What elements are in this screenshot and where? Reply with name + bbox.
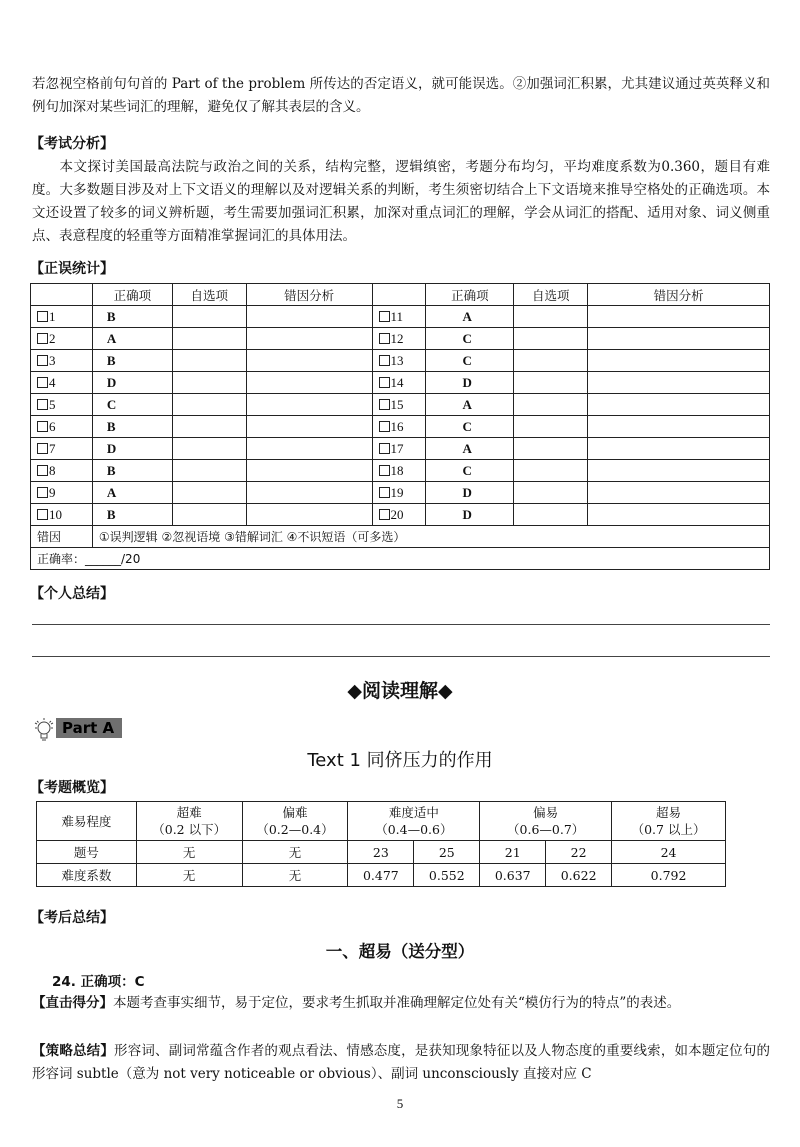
question-number: 11 (390, 308, 404, 324)
col-analysis: 错因分析 (588, 284, 770, 306)
question-number-cell (372, 306, 426, 328)
stats-row (31, 350, 770, 372)
chosen-answer-cell (514, 372, 588, 394)
qnum-cell: 23 (348, 841, 414, 864)
difficulty-label: 难易程度 (37, 802, 137, 841)
coef-cell: 0.552 (414, 864, 480, 887)
chosen-answer-cell (514, 306, 588, 328)
chosen-answer-cell (172, 306, 246, 328)
section-heading: 一、超易（送分型） (325, 942, 475, 961)
checkbox-icon[interactable] (379, 465, 390, 476)
stats-row (31, 394, 770, 416)
question-number: 2 (49, 330, 56, 346)
question-number-cell (31, 438, 93, 460)
qnum-cell: 24 (612, 841, 726, 864)
accuracy (31, 548, 770, 570)
question-number-cell (372, 438, 426, 460)
chosen-answer-cell (514, 350, 588, 372)
checkbox-icon[interactable] (37, 443, 48, 454)
overview-heading: 【考题概览】 (30, 780, 114, 796)
coef-cell: 0.637 (480, 864, 546, 887)
checkbox-icon[interactable] (37, 311, 48, 322)
error-analysis-cell (588, 350, 770, 372)
error-analysis-cell (588, 504, 770, 526)
level-name: 偏易 (533, 805, 559, 820)
question-number: 9 (49, 484, 56, 500)
question-number-cell (31, 394, 93, 416)
question-number-cell (31, 328, 93, 350)
question-number: 13 (390, 352, 404, 368)
coef-cell: 无 (242, 864, 348, 887)
difficulty-row (37, 802, 726, 841)
checkbox-icon[interactable] (37, 421, 48, 432)
question-number-cell (372, 394, 426, 416)
correct-answer: C (92, 394, 172, 416)
level-range: （0.7 以上） (631, 822, 706, 837)
stats-row (31, 460, 770, 482)
stats-row (31, 504, 770, 526)
level-name: 超难 (176, 805, 202, 820)
error-analysis-cell (588, 416, 770, 438)
level-name: 偏难 (282, 805, 308, 820)
error-analysis-cell (246, 416, 372, 438)
stats-row (31, 306, 770, 328)
chosen-answer-cell (514, 504, 588, 526)
checkbox-icon[interactable] (379, 509, 390, 520)
qnum-cell: 无 (136, 841, 242, 864)
qnum-label: 题号 (37, 841, 137, 864)
question-number: 16 (390, 418, 404, 434)
chosen-answer-cell (514, 460, 588, 482)
exam-analysis-text: 本文探讨美国最高法院与政治之间的关系，结构完整，逻辑缜密，考题分布均匀，平均难度系数为0.360，题目有难度。大多数题目涉及对上下文语义的理解以及对逻辑关系的判断，考生须密切结合上下文语境来推导空格处的正确选项。本文还设置了较多的词义辨析题，考生需要加强词汇积累，加深对重点词汇的理解，学会从词汇的搭配、适用对象、词义侧重点、表意程度的轻重等方面精准掌握词汇的具体用法。 (32, 159, 770, 244)
error-analysis-cell (246, 504, 372, 526)
question-number: 7 (49, 440, 56, 456)
question-number: 4 (49, 374, 56, 390)
chosen-answer-cell (172, 482, 246, 504)
correct-answer: D (92, 372, 172, 394)
correct-answer: D (426, 372, 514, 394)
error-analysis-cell (246, 306, 372, 328)
checkbox-icon[interactable] (37, 377, 48, 388)
checkbox-icon[interactable] (379, 487, 390, 498)
col-chosen: 自选项 (172, 284, 246, 306)
checkbox-icon[interactable] (37, 355, 48, 366)
question-number: 18 (390, 462, 404, 478)
checkbox-icon[interactable] (379, 443, 390, 454)
question-number: 5 (49, 396, 56, 412)
error-analysis-cell (246, 394, 372, 416)
correct-answer: B (92, 350, 172, 372)
level-range: （0.6—0.7） (507, 822, 585, 837)
chosen-answer-cell (172, 350, 246, 372)
correct-answer: C (426, 460, 514, 482)
error-analysis-cell (588, 372, 770, 394)
question-number: 20 (390, 506, 404, 522)
question-number-cell (31, 372, 93, 394)
chosen-answer-cell (514, 394, 588, 416)
question-number-cell (31, 416, 93, 438)
stats-heading: 【正误统计】 (30, 261, 114, 277)
correct-answer: B (92, 306, 172, 328)
question-number: 6 (49, 418, 56, 434)
col-chosen: 自选项 (514, 284, 588, 306)
question-number-cell (31, 504, 93, 526)
page-number: 5 (396, 1096, 404, 1111)
correct-answer: C (426, 416, 514, 438)
error-label: 错因 (31, 526, 93, 548)
error-options: ①误判逻辑 ②忽视语境 ③错解词汇 ④不识短语（可多选） (92, 526, 769, 548)
chosen-answer-cell (514, 328, 588, 350)
question-number: 1 (49, 308, 56, 324)
question-number-row (37, 841, 726, 864)
chosen-answer-cell (172, 372, 246, 394)
question-number: 3 (49, 352, 56, 368)
correct-answer: A (426, 438, 514, 460)
error-analysis-cell (246, 460, 372, 482)
chosen-answer-cell (514, 482, 588, 504)
chosen-answer-cell (172, 416, 246, 438)
part-a-label: Part A (56, 718, 122, 738)
error-analysis-cell (588, 482, 770, 504)
coef-cell: 无 (136, 864, 242, 887)
error-analysis-cell (246, 328, 372, 350)
question-number: 12 (390, 330, 404, 346)
checkbox-icon[interactable] (37, 465, 48, 476)
answer-stats-table (30, 283, 770, 570)
chosen-answer-cell (172, 394, 246, 416)
correct-answer: B (92, 460, 172, 482)
checkbox-icon[interactable] (379, 421, 390, 432)
score-paragraph (32, 992, 770, 1015)
question-number-cell (31, 350, 93, 372)
question-number-cell (31, 482, 93, 504)
personal-summary-heading: 【个人总结】 (30, 586, 114, 602)
checkbox-icon[interactable] (379, 355, 390, 366)
checkbox-icon[interactable] (37, 399, 48, 410)
question-number-cell (372, 416, 426, 438)
chosen-answer-cell (172, 328, 246, 350)
question-number: 15 (390, 396, 404, 412)
correct-answer: C (426, 328, 514, 350)
chosen-answer-cell (514, 416, 588, 438)
checkbox-icon[interactable] (379, 377, 390, 388)
qnum-cell: 21 (480, 841, 546, 864)
correct-answer: A (426, 306, 514, 328)
checkbox-icon[interactable] (379, 311, 390, 322)
question-number-cell (372, 372, 426, 394)
question-number: 19 (390, 484, 404, 500)
summary-line (32, 656, 770, 657)
coefficient-row (37, 864, 726, 887)
accuracy-row (31, 548, 770, 570)
strategy-paragraph (32, 1040, 770, 1086)
text-title: Text 1 同侪压力的作用 (307, 750, 493, 771)
qnum-cell: 25 (414, 841, 480, 864)
error-analysis-cell (246, 438, 372, 460)
coef-cell: 0.792 (612, 864, 726, 887)
error-analysis-cell (246, 350, 372, 372)
chosen-answer-cell (172, 504, 246, 526)
col-analysis: 错因分析 (246, 284, 372, 306)
stats-row (31, 438, 770, 460)
question-number: 17 (390, 440, 404, 456)
coef-cell: 0.622 (546, 864, 612, 887)
level-range: （0.2 以下） (152, 822, 227, 837)
coef-label: 难度系数 (37, 864, 137, 887)
reading-heading: ◆阅读理解◆ (347, 680, 453, 702)
error-reason-row (31, 526, 770, 548)
checkbox-icon[interactable] (379, 333, 390, 344)
accuracy-label: 正确率： (37, 552, 86, 566)
correct-answer: A (92, 328, 172, 350)
difficulty-overview-table (36, 801, 726, 887)
accuracy-total: /20 (121, 552, 141, 566)
error-analysis-cell (588, 438, 770, 460)
question-number: 10 (49, 506, 62, 522)
level-cell (242, 802, 348, 841)
score-text: 本题考查事实细节，易于定位，要求考生抓取并准确理解定位处有关“模仿行为的特点”的表述。 (113, 995, 681, 1011)
exam-analysis-paragraph (32, 156, 770, 248)
accuracy-blank: ______ (85, 552, 122, 566)
chosen-answer-cell (172, 460, 246, 482)
stats-header-row (31, 284, 770, 306)
chosen-answer-cell (172, 438, 246, 460)
error-analysis-cell (246, 482, 372, 504)
col-correct: 正确项 (426, 284, 514, 306)
question-number-cell (31, 306, 93, 328)
correct-answer: A (92, 482, 172, 504)
qnum-cell: 22 (546, 841, 612, 864)
question-number: 14 (390, 374, 404, 390)
stats-row (31, 372, 770, 394)
level-cell (136, 802, 242, 841)
level-cell (348, 802, 480, 841)
question-number-cell (372, 504, 426, 526)
stats-row (31, 416, 770, 438)
error-analysis-cell (588, 306, 770, 328)
correct-answer: B (92, 504, 172, 526)
lightbulb-icon (32, 716, 56, 744)
stats-row (31, 328, 770, 350)
checkbox-icon[interactable] (37, 509, 48, 520)
level-name: 超易 (656, 805, 682, 820)
error-analysis-cell (588, 460, 770, 482)
correct-answer: B (92, 416, 172, 438)
level-cell (480, 802, 612, 841)
error-analysis-cell (588, 394, 770, 416)
correct-answer: A (426, 394, 514, 416)
score-label: 【直击得分】 (32, 995, 113, 1011)
summary-line (32, 624, 770, 625)
question-number-cell (372, 328, 426, 350)
level-name: 难度适中 (388, 805, 439, 820)
question-number-cell (372, 482, 426, 504)
checkbox-icon[interactable] (37, 333, 48, 344)
level-cell (612, 802, 726, 841)
intro-paragraph: 若忽视空格前句句首的 Part of the problem 所传达的否定语义，就可能误选。②加强词汇积累，尤其建议通过英英释义和例句加深对某些词汇的理解，避免仅了解其表层的含义。 (32, 76, 770, 115)
chosen-answer-cell (514, 438, 588, 460)
qnum-cell: 无 (242, 841, 348, 864)
correct-answer: C (426, 350, 514, 372)
question-number: 8 (49, 462, 56, 478)
checkbox-icon[interactable] (37, 487, 48, 498)
col-correct: 正确项 (92, 284, 172, 306)
correct-answer: D (426, 504, 514, 526)
level-range: （0.4—0.6） (375, 822, 453, 837)
level-range: （0.2—0.4） (256, 822, 334, 837)
question-number-cell (372, 350, 426, 372)
strategy-text: 形容词、副词常蕴含作者的观点看法、情感态度，是获知现象特征以及人物态度的重要线索，如本题定位句的形容词 subtle（意为 not very noticeable or obvious）、副词 unconsciously 直接对应 C (32, 1043, 771, 1082)
error-analysis-cell (588, 328, 770, 350)
stats-row (31, 482, 770, 504)
exam-analysis-heading: 【考试分析】 (30, 136, 114, 152)
error-analysis-cell (246, 372, 372, 394)
coef-cell: 0.477 (348, 864, 414, 887)
correct-answer: D (426, 482, 514, 504)
question-number-cell (372, 460, 426, 482)
correct-answer: D (92, 438, 172, 460)
checkbox-icon[interactable] (379, 399, 390, 410)
strategy-label: 【策略总结】 (32, 1043, 115, 1059)
question-number-cell (31, 460, 93, 482)
post-summary-heading: 【考后总结】 (30, 910, 114, 926)
question-24-title: 24. 正确项：C (52, 974, 145, 990)
